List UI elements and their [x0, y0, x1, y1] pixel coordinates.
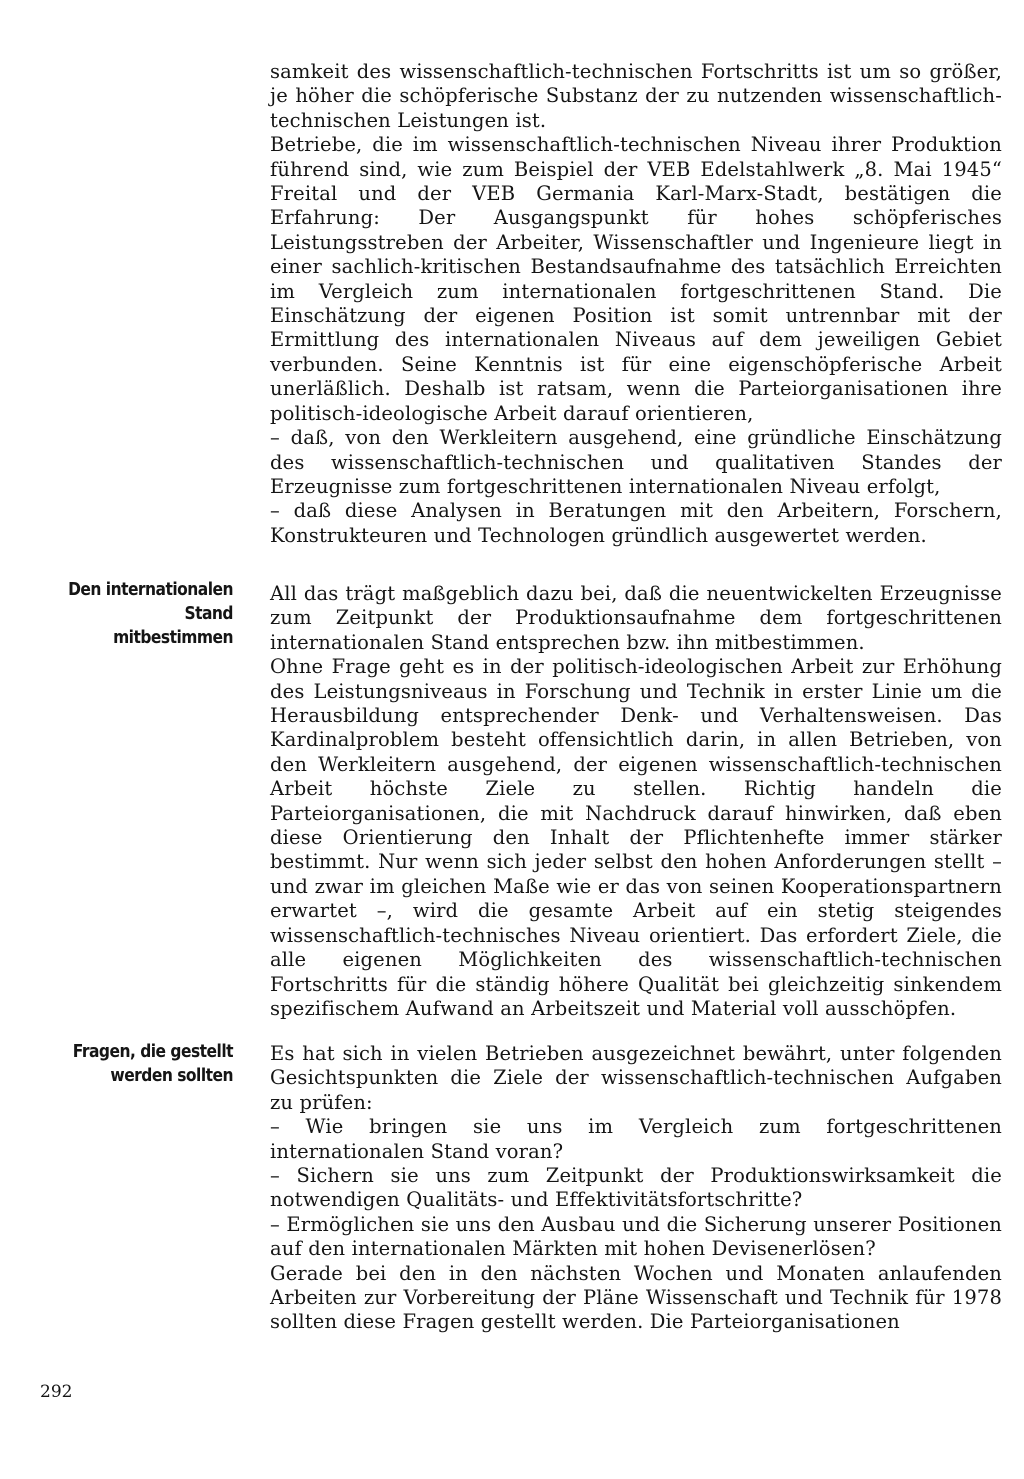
paragraph: samkeit des wissenschaftlich-technischen Fortschritts ist um so größer, je höher die schöpferische Substanz der zu nutzenden wissenschaftlich-technischen Leistungen ist. [270, 60, 1002, 132]
paragraph: All das trägt maßgeblich dazu bei, daß die neuentwickelten Erzeugnisse zum Zeitpunkt der Produktionsaufnahme dem fortgeschrittenen internationalen Stand entsprechen bzw. ihn mitbestimmen. [270, 582, 1002, 654]
list-item: – Sichern sie uns zum Zeitpunkt der Produktionswirksamkeit die notwendigen Qualitäts- und Effektivitätsfortschritte? [270, 1164, 1002, 1212]
paragraph: Betriebe, die im wissenschaftlich-technischen Niveau ihrer Produktion führend sind, wie zum Beispiel der VEB Edelstahlwerk „8. Mai 1945“ Freital und der VEB Germania Karl-Marx-Stadt, bestätigen die Erfahrung: Der Ausgangspunkt für hohes schöpferisches Leistungsstreben der Arbeiter, Wissenschaftler und Ingenieure liegt in einer sachlich-kritischen Bestandsaufnahme des tatsächlich Erreichten im Vergleich zum internationalen fortgeschrittenen Stand. Die Einschätzung der eigenen Position ist somit untrennbar mit der Ermittlung des internationalen Niveaus auf dem jeweiligen Gebiet verbunden. Seine Kenntnis ist für eine eigenschöpferische Arbeit unerläßlich. Deshalb ist ratsam, wenn die Parteiorganisationen ihre politisch-ideologische Arbeit darauf orientieren, [270, 133, 1002, 425]
list-item: – daß, von den Werkleitern ausgehend, eine gründliche Einschätzung des wissenschaftlich-technischen und qualitativen Standes der Erzeugnisse zum fortgeschrittenen internationalen Niveau erfolgt, [270, 426, 1002, 498]
side-heading-international-stand [50, 578, 233, 650]
list-item: – Ermöglichen sie uns den Ausbau und die Sicherung unserer Positionen auf den internationalen Märkten mit hohen Devisenerlösen? [270, 1212, 1002, 1261]
text-block-questions [270, 1042, 1002, 1335]
text-block-intro [270, 60, 1002, 548]
side-heading-line: Fragen, die gestellt [72, 1041, 233, 1062]
side-heading-line: Stand [184, 603, 233, 624]
paragraph: Es hat sich in vielen Betrieben ausgezeichnet bewährt, unter folgenden Gesichtspunkten die Ziele der wissenschaftlich-technischen Aufgaben zu prüfen: [270, 1042, 1002, 1114]
side-heading-line: werden sollten [110, 1065, 233, 1086]
list-item: – Wie bringen sie uns im Vergleich zum fortgeschrittenen internationalen Stand voran? [270, 1115, 1002, 1163]
text-block-international-stand [270, 582, 1002, 1021]
list-item: – daß diese Analysen in Beratungen mit den Arbeitern, Forschern, Konstrukteuren und Technologen gründlich ausgewertet werden. [270, 499, 1002, 547]
side-heading-line: Den internationalen [68, 579, 233, 600]
page-number: 292 [40, 1382, 73, 1402]
side-heading-questions [50, 1040, 233, 1088]
paragraph: Gerade bei den in den nächsten Wochen und Monaten anlaufenden Arbeiten zur Vorbereitung der Pläne Wissenschaft und Technik für 1978 sollten diese Fragen gestellt werden. Die Parteiorganisationen [270, 1261, 1002, 1334]
paragraph: Ohne Frage geht es in der politisch-ideologischen Arbeit zur Erhöhung des Leistungsniveaus in Forschung und Technik in erster Linie um die Herausbildung entsprechender Denk- und Verhaltensweisen. Das Kardinalproblem besteht offensichtlich darin, in allen Betrieben, von den Werkleitern ausgehend, der eigenen wissenschaftlich-technischen Arbeit höchste Ziele zu stellen. Richtig handeln die Parteiorganisationen, die mit Nachdruck darauf hinwirken, daß eben diese Orientierung den Inhalt der Pflichtenhefte immer stärker bestimmt. Nur wenn sich jeder selbst den hohen Anforderungen stellt – und zwar im gleichen Maße wie er das von seinen Kooperationspartnern erwartet –, wird die gesamte Arbeit auf ein stetig steigendes wissenschaftlich-technisches Niveau orientiert. Das erfordert Ziele, die alle eigenen Möglichkeiten des wissenschaftlich-technischen Fortschritts für die ständig höhere Qualität bei gleichzeitig sinkendem spezifischem Aufwand an Arbeitszeit und Material voll ausschöpfen. [270, 655, 1002, 1020]
side-heading-line: mitbestimmen [113, 627, 233, 648]
